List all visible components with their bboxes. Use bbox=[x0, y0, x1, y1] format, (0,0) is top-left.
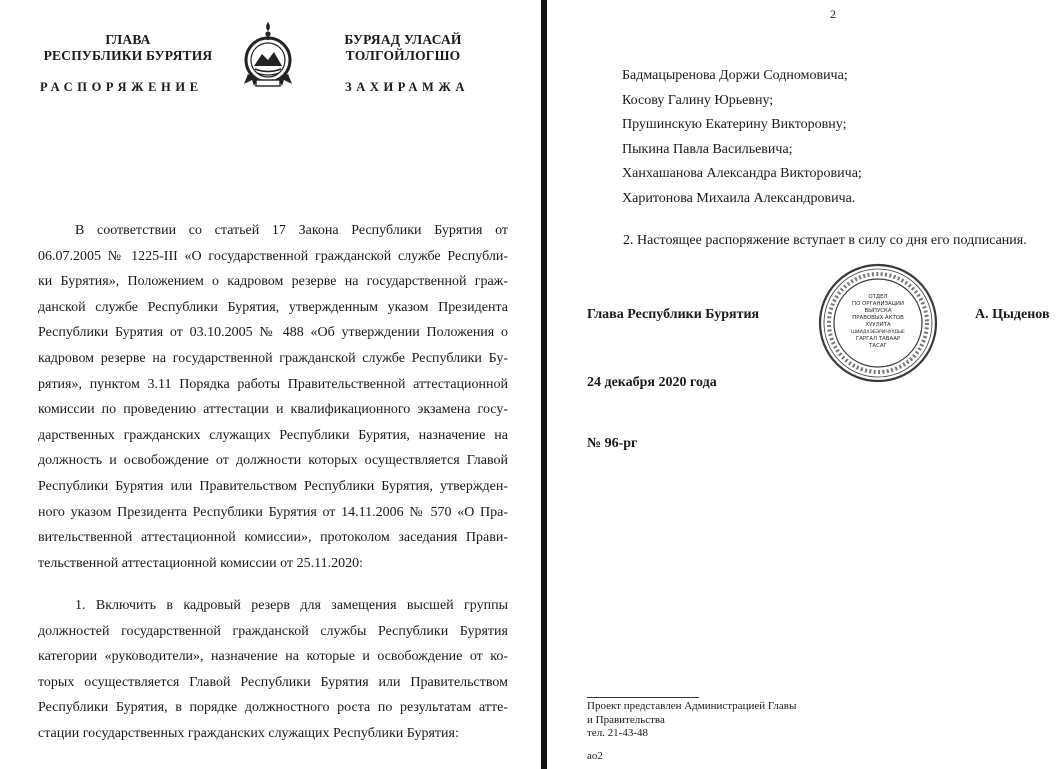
buryatia-emblem-icon bbox=[240, 20, 296, 90]
footer-line: Проект представлен Администрацией Главы bbox=[587, 700, 797, 712]
header-right-line: БУРЯАД УЛАСАЙ bbox=[344, 32, 462, 47]
footer-line: и Правительства bbox=[587, 713, 665, 726]
document-date: 24 декабря 2020 года bbox=[587, 375, 717, 390]
list-item: Харитонова Михаила Александровича. bbox=[622, 190, 856, 206]
footer-code: ао2 bbox=[587, 749, 603, 762]
item-2-paragraph: 2. Настоящее распоряжение вступает в силу со дня его подписания. bbox=[623, 233, 1027, 248]
paragraph-line: должность и освобождение от должности которых осуществляется Главой bbox=[38, 453, 508, 469]
paragraph-line: Республики Бурятия от 03.10.2005 № 488 «Об утверждении Положения о bbox=[38, 325, 508, 341]
item-1-paragraph bbox=[38, 593, 508, 747]
doc-type-russian: РАСПОРЯЖЕНИЕ bbox=[40, 80, 203, 94]
paragraph-line: В соответствии со статьей 17 Закона Республики Бурятия от bbox=[75, 223, 508, 238]
list-item: Бадмацыренова Доржи Содномовича; bbox=[622, 68, 848, 83]
paragraph-line: должностей государственной гражданской службы Республики Бурятия bbox=[38, 623, 508, 639]
header-left-title bbox=[38, 32, 218, 64]
header-left-line: РЕСПУБЛИКИ БУРЯТИЯ bbox=[43, 48, 213, 63]
seal-text-line: ВЫПУСКА bbox=[864, 308, 892, 314]
paragraph-line: 1. Включить в кадровый резерв для замещения высшей группы bbox=[75, 598, 508, 613]
paragraph-line: Республики Бурятия, в порядке должностного роста по результатам атте- bbox=[38, 700, 508, 716]
paragraph-line: ного указом Президента Республики Бурятия от 14.11.2006 № 570 «О Пра- bbox=[38, 504, 508, 520]
list-item: Прушинскую Екатерину Викторовну; bbox=[622, 117, 847, 132]
paragraph-line: торых осуществляется Главой Республики Бурятия или Правительством bbox=[38, 674, 508, 690]
paragraph-line: Республики Бурятия или Правительством Республики Бурятия, утвержден- bbox=[38, 478, 508, 494]
seal-text-line: ТАСАГ bbox=[869, 343, 887, 349]
paragraph-line: тельственной аттестационной комиссии от 25.11.2020: bbox=[38, 555, 363, 571]
signature-title: Глава Республики Бурятия bbox=[587, 307, 760, 322]
paragraph-line: 06.07.2005 № 1225-III «О государственной гражданской службе Республи- bbox=[38, 248, 508, 264]
paragraph-line: комиссии по проведению аттестации и квалификационного экзамена госу- bbox=[38, 402, 508, 418]
list-item: Косову Галину Юрьевну; bbox=[622, 92, 774, 108]
paragraph-line: стации государственных гражданских служащих Республики Бурятия: bbox=[38, 725, 459, 741]
official-seal-icon bbox=[817, 262, 939, 384]
footer-rule bbox=[587, 697, 699, 698]
document-page-2 bbox=[547, 0, 1064, 769]
signatory-name: А. Цыденов bbox=[975, 307, 1050, 322]
paragraph-line: ки Бурятия», Положением о кадровом резерве на государственной граж- bbox=[38, 274, 508, 290]
list-item: Пыкина Павла Васильевича; bbox=[622, 141, 793, 157]
footer-note bbox=[587, 700, 796, 763]
paragraph-line: рятия», пунктом 3.11 Порядка работы Правительственной аттестационной bbox=[38, 376, 508, 392]
document-number: № 96-рг bbox=[587, 436, 638, 451]
header-right-line: ТОЛГОЙЛОГШО bbox=[345, 48, 461, 63]
doc-type-buryat: ЗАХИРАМЖА bbox=[345, 80, 470, 94]
list-item: Ханхашанова Александра Викторовича; bbox=[622, 166, 862, 181]
seal-text-line: ГАРГАЛ ТАВААР bbox=[855, 336, 901, 342]
paragraph-line: дарственных гражданских служащих Республики Бурятия, назначение на bbox=[38, 427, 508, 443]
reserve-names-list bbox=[622, 64, 862, 211]
paragraph-line: вительственной аттестационной комиссии», протоколом заседания Прави- bbox=[38, 530, 508, 546]
seal-text-line: ШИИДХЭБЭРИНУУДЫЕ bbox=[851, 330, 905, 335]
page-number: 2 bbox=[830, 7, 836, 21]
seal-text-line: ПРАВОВЫХ АКТОВ bbox=[852, 315, 904, 321]
paragraph-line: данской службе Республики Бурятия, утвержденным указом Президента bbox=[38, 299, 508, 315]
footer-line: тел. 21-43-48 bbox=[587, 727, 649, 739]
header-left-line: ГЛАВА bbox=[105, 32, 151, 47]
seal-text-line: ПО ОРГАНИЗАЦИИ bbox=[852, 301, 904, 307]
seal-text-line: ОТДЕЛ bbox=[868, 294, 888, 300]
header-right-title bbox=[318, 32, 488, 64]
paragraph-line: кадровом резерве на государственной гражданской службе Республики Бу- bbox=[38, 350, 508, 366]
intro-paragraph bbox=[38, 218, 508, 576]
seal-text-line: ХУУЛИТА bbox=[865, 322, 891, 328]
paragraph-line: категории «руководители», назначение на которые и освобождение от ко- bbox=[38, 649, 508, 665]
